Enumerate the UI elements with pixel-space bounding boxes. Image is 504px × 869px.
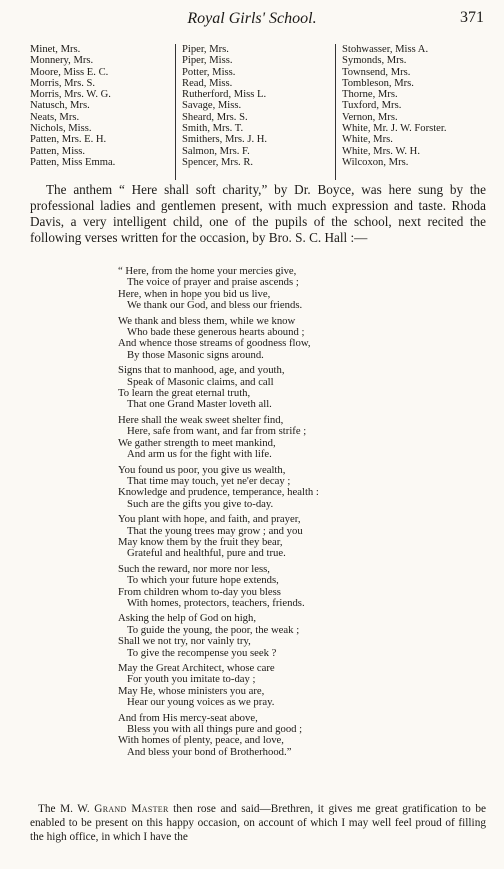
poem-line: Who bade these generous hearts abound ;: [127, 326, 305, 339]
subscriber-name: Salmon, Mrs. F.: [182, 145, 250, 157]
running-title: Royal Girls' School.: [187, 10, 317, 27]
poem-line: And bless your bond of Brotherhood.”: [127, 745, 292, 758]
subscriber-name: Morris, Mrs. S.: [30, 77, 96, 89]
poem-line: “ Here, from the home your mercies give,: [118, 265, 297, 277]
poem: [118, 266, 408, 762]
page-number: 371: [460, 9, 484, 26]
poem-line: May know them by the fruit they bear,: [118, 535, 283, 548]
poem-line: By those Masonic signs around.: [127, 348, 264, 361]
poem-stanza: [118, 365, 408, 411]
poem-line: May He, whose ministers you are,: [118, 684, 265, 697]
paragraph-rest: then rose and said—Brethren, it gives me great gratification to be enabled to be present on this happy occasion, on account of which I may well feel proud of filling the high office, in which I have the: [30, 803, 486, 843]
poem-line: Here shall the weak sweet shelter find,: [118, 413, 284, 426]
subscriber-name: Smithers, Mrs. J. H.: [182, 134, 268, 146]
page-header: [0, 8, 504, 30]
subscriber-name: Tuxford, Mrs.: [342, 100, 402, 112]
poem-line: Here, when in hope you bid us live,: [118, 287, 271, 300]
poem-line: Asking the help of God on high,: [118, 612, 257, 625]
poem-line: That the young trees may grow ; and you: [127, 524, 303, 537]
poem-stanza: [118, 415, 408, 461]
poem-line: The voice of prayer and praise ascends ;: [127, 276, 299, 289]
subscriber-name: Spencer, Mrs. R.: [182, 156, 254, 168]
poem-stanza: [118, 713, 408, 759]
poem-line: We thank and bless them, while we know: [118, 314, 296, 327]
subscriber-name: Vernon, Mrs.: [342, 111, 398, 123]
poem-line: From children whom to-day you bless: [118, 585, 281, 598]
subscriber-name: Townsend, Mrs.: [342, 66, 411, 78]
poem-line: Grateful and healthful, pure and true.: [127, 547, 286, 560]
subscriber-name: Tombleson, Mrs.: [342, 77, 414, 89]
subscriber-name: Stohwasser, Miss A.: [342, 44, 429, 55]
subscriber-name: Symonds, Mrs.: [342, 55, 407, 67]
subscriber-name: Potter, Miss.: [182, 66, 236, 78]
subscriber-column-3: [335, 44, 502, 180]
poem-stanza: [118, 564, 408, 610]
paragraph-text: The anthem “ Here shall soft charity,” by Dr. Boyce, was here sung by the professional ladies and gentlemen present, with much expression and taste. Rhoda Davis, a very intelligent child, one of the pupils of the school, next recited the following verses written for the occasion, by Bro. S. C. Hall :—: [30, 182, 486, 245]
poem-line: And arm us for the fight with life.: [127, 448, 272, 461]
poem-line: To guide the young, the poor, the weak ;: [127, 623, 300, 636]
poem-line: For youth you imitate to-day ;: [127, 673, 256, 686]
subscriber-name: Thorne, Mrs.: [342, 89, 398, 101]
poem-line: With homes, protectors, teachers, friends.: [127, 596, 305, 609]
subscriber-name: Rutherford, Miss L.: [182, 89, 267, 101]
subscriber-name: Minet, Mrs.: [30, 44, 81, 55]
poem-line: To which your future hope extends,: [127, 574, 279, 587]
poem-stanza: [118, 316, 408, 362]
subscriber-name: Read, Miss.: [182, 77, 233, 89]
poem-stanza: [118, 613, 408, 659]
poem-line: To give the recompense you seek ?: [127, 646, 277, 659]
poem-line: That time may touch, yet ne'er decay ;: [127, 474, 291, 487]
poem-line: Hear our young voices as we pray.: [127, 696, 275, 709]
subscriber-name: Piper, Mrs.: [182, 44, 229, 55]
subscriber-name: Wilcoxon, Mrs.: [342, 156, 409, 168]
poem-line: We thank our God, and bless our friends.: [127, 299, 303, 312]
poem-line: Knowledge and prudence, temperance, health :: [118, 486, 319, 499]
subscriber-name: Neats, Mrs.: [30, 111, 80, 123]
subscriber-name: Piper, Miss.: [182, 55, 233, 67]
subscriber-name: Natusch, Mrs.: [30, 100, 90, 112]
poem-line: You plant with hope, and faith, and prayer,: [118, 513, 301, 526]
poem-line: We gather strength to meet mankind,: [118, 436, 276, 449]
poem-line: Such are the gifts you give to-day.: [127, 497, 274, 510]
subscriber-column-1: [30, 44, 172, 180]
poem-line: Signs that to manhood, age, and youth,: [118, 364, 285, 377]
poem-line: Bless you with all things pure and good ;: [127, 723, 303, 736]
subscriber-name: Moore, Miss E. C.: [30, 66, 109, 78]
subscriber-name: Patten, Miss Emma.: [30, 156, 116, 168]
subscriber-list: [30, 44, 490, 180]
poem-line: Here, safe from want, and far from strife ;: [127, 425, 307, 438]
subscriber-name: Morris, Mrs. W. G.: [30, 89, 111, 101]
paragraph-text: [30, 802, 486, 844]
subscriber-name: Sheard, Mrs. S.: [182, 111, 248, 123]
subscriber-name: Savage, Miss.: [182, 100, 242, 112]
subscriber-name: Smith, Mrs. T.: [182, 123, 244, 135]
subscriber-name: White, Mrs. W. H.: [342, 145, 420, 157]
paragraph-lead: The M. W.: [38, 803, 90, 815]
poem-line: Such the reward, nor more nor less,: [118, 562, 270, 575]
poem-stanza: [118, 663, 408, 709]
poem-line: To learn the great eternal truth,: [118, 387, 251, 400]
grand-master-paragraph: [30, 802, 486, 844]
poem-line: And whence those streams of goodness flow,: [118, 337, 311, 350]
poem-stanza: [118, 266, 408, 312]
subscriber-name: Patten, Miss.: [30, 145, 86, 157]
poem-line: With homes of plenty, peace, and love,: [118, 734, 284, 747]
poem-stanza: [118, 514, 408, 560]
grand-master-title: Grand Master: [94, 803, 169, 815]
subscriber-name: Nichols, Miss.: [30, 123, 92, 135]
poem-line: May the Great Architect, whose care: [118, 662, 275, 674]
poem-stanza: [118, 465, 408, 511]
poem-line: Speak of Masonic claims, and call: [127, 375, 274, 388]
poem-line: And from His mercy-seat above,: [118, 711, 258, 724]
poem-line: That one Grand Master loveth all.: [127, 398, 272, 411]
subscriber-name: White, Mrs.: [342, 134, 393, 146]
poem-line: Shall we not try, nor vainly try,: [118, 635, 251, 648]
anthem-paragraph: [30, 182, 486, 246]
subscriber-name: White, Mr. J. W. Forster.: [342, 123, 447, 135]
subscriber-name: Patten, Mrs. E. H.: [30, 134, 107, 146]
subscriber-column-2: [175, 44, 336, 180]
poem-line: You found us poor, you give us wealth,: [118, 463, 286, 476]
subscriber-name: Monnery, Mrs.: [30, 55, 94, 67]
